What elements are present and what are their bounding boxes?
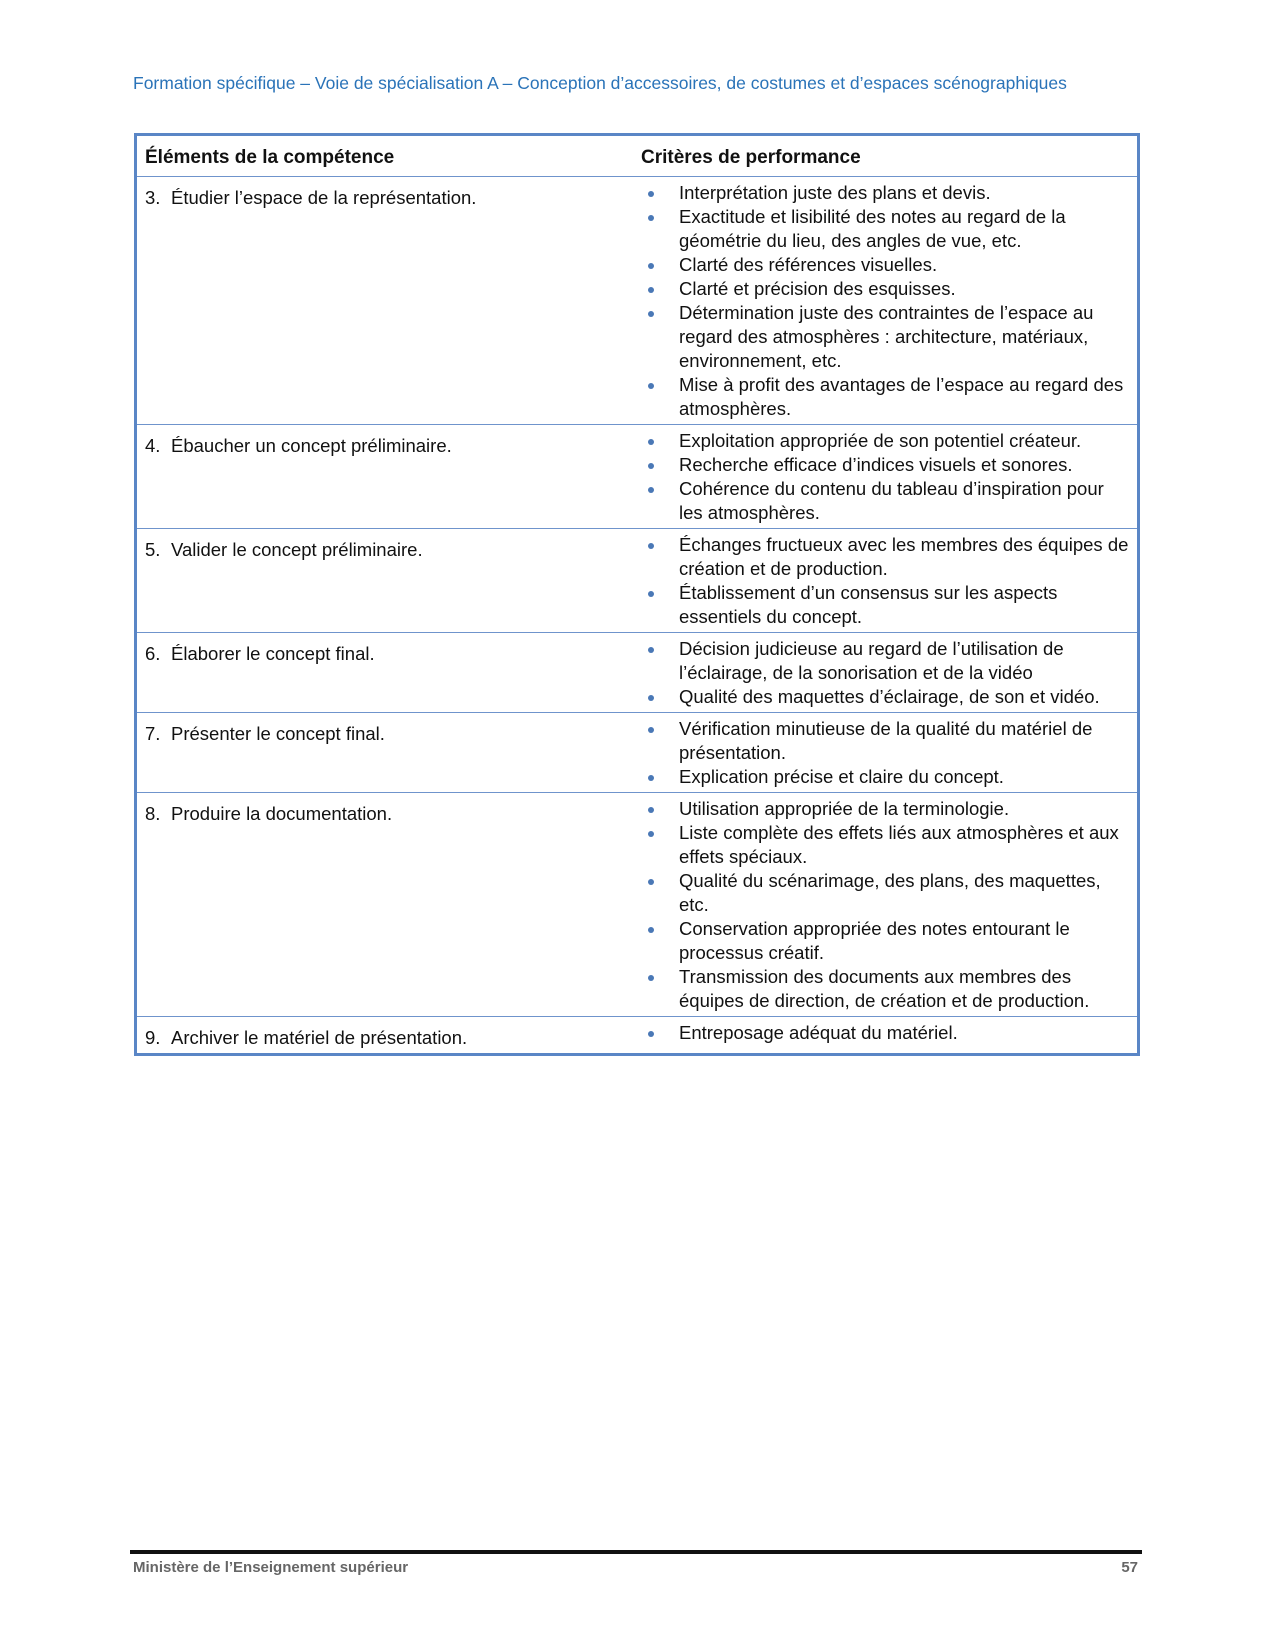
criteria-list [641,637,1129,709]
table-row [137,633,1137,713]
criteria-list-item: Cohérence du contenu du tableau d’inspiration pour les atmosphères. [641,477,1129,525]
competence-element-cell [137,713,633,793]
element-number: 5. [145,539,161,560]
table-row [137,1017,1137,1054]
criteria-list-item: Interprétation juste des plans et devis. [641,181,1129,205]
performance-criteria-cell [633,713,1137,793]
performance-criteria-cell [633,1017,1137,1054]
performance-criteria-cell [633,633,1137,713]
criteria-list [641,717,1129,789]
competence-element-cell [137,793,633,1017]
competence-table [134,133,1140,1056]
table-row [137,793,1137,1017]
criteria-list-item: Échanges fructueux avec les membres des équipes de création et de production. [641,533,1129,581]
criteria-list-item: Entreposage adéquat du matériel. [641,1021,1129,1045]
element-number: 9. [145,1027,161,1048]
column-header-elements: Éléments de la compétence [145,147,395,168]
competence-table-grid [137,136,1137,1053]
competence-element-cell [137,177,633,425]
element-text: Ébaucher un concept préliminaire. [171,435,452,456]
performance-criteria-cell [633,793,1137,1017]
criteria-list [641,429,1129,525]
footer-divider [130,1550,1142,1554]
table-header-row [137,136,1137,177]
element-text: Présenter le concept final. [171,723,385,744]
criteria-list [641,181,1129,421]
criteria-list [641,797,1129,1013]
criteria-list-item: Utilisation appropriée de la terminologie. [641,797,1129,821]
element-text: Étudier l’espace de la représentation. [171,187,477,208]
criteria-list-item: Clarté des références visuelles. [641,253,1129,277]
criteria-list-item: Exploitation appropriée de son potentiel créateur. [641,429,1129,453]
criteria-list-item: Transmission des documents aux membres des équipes de direction, de création et de production. [641,965,1129,1013]
competence-element-cell [137,529,633,633]
competence-element-cell [137,425,633,529]
element-number: 6. [145,643,161,664]
criteria-list-item: Exactitude et lisibilité des notes au regard de la géométrie du lieu, des angles de vue, etc. [641,205,1129,253]
criteria-list-item: Conservation appropriée des notes entourant le processus créatif. [641,917,1129,965]
criteria-list-item: Vérification minutieuse de la qualité du matériel de présentation. [641,717,1129,765]
criteria-list-item: Recherche efficace d’indices visuels et sonores. [641,453,1129,477]
table-row [137,425,1137,529]
performance-criteria-cell [633,177,1137,425]
criteria-list-item: Mise à profit des avantages de l’espace au regard des atmosphères. [641,373,1129,421]
element-text: Produire la documentation. [171,803,393,824]
footer-publisher: Ministère de l’Enseignement supérieur [133,1559,409,1576]
page-header-title: Formation spécifique – Voie de spécialisation A – Conception d’accessoires, de costumes et d’espaces scénographiques [133,73,1067,93]
element-number: 3. [145,187,161,208]
criteria-list [641,533,1129,629]
column-header-criteria: Critères de performance [641,147,861,168]
criteria-list-item: Décision judicieuse au regard de l’utilisation de l’éclairage, de la sonorisation et de la vidéo [641,637,1129,685]
table-row [137,529,1137,633]
competence-element-cell [137,1017,633,1054]
criteria-list-item: Détermination juste des contraintes de l’espace au regard des atmosphères : architecture, matériaux, environnement, etc. [641,301,1129,373]
criteria-list [641,1021,1129,1045]
criteria-list-item: Qualité du scénarimage, des plans, des maquettes, etc. [641,869,1129,917]
table-row [137,713,1137,793]
table-row [137,177,1137,425]
performance-criteria-cell [633,425,1137,529]
criteria-list-item: Qualité des maquettes d’éclairage, de son et vidéo. [641,685,1129,709]
criteria-list-item: Établissement d’un consensus sur les aspects essentiels du concept. [641,581,1129,629]
performance-criteria-cell [633,529,1137,633]
element-number: 7. [145,723,161,744]
criteria-list-item: Explication précise et claire du concept. [641,765,1129,789]
element-number: 8. [145,803,161,824]
criteria-list-item: Liste complète des effets liés aux atmosphères et aux effets spéciaux. [641,821,1129,869]
competence-element-cell [137,633,633,713]
criteria-list-item: Clarté et précision des esquisses. [641,277,1129,301]
element-number: 4. [145,435,161,456]
element-text: Archiver le matériel de présentation. [171,1027,468,1048]
footer-page-number: 57 [1121,1559,1138,1576]
element-text: Élaborer le concept final. [171,643,375,664]
element-text: Valider le concept préliminaire. [171,539,423,560]
